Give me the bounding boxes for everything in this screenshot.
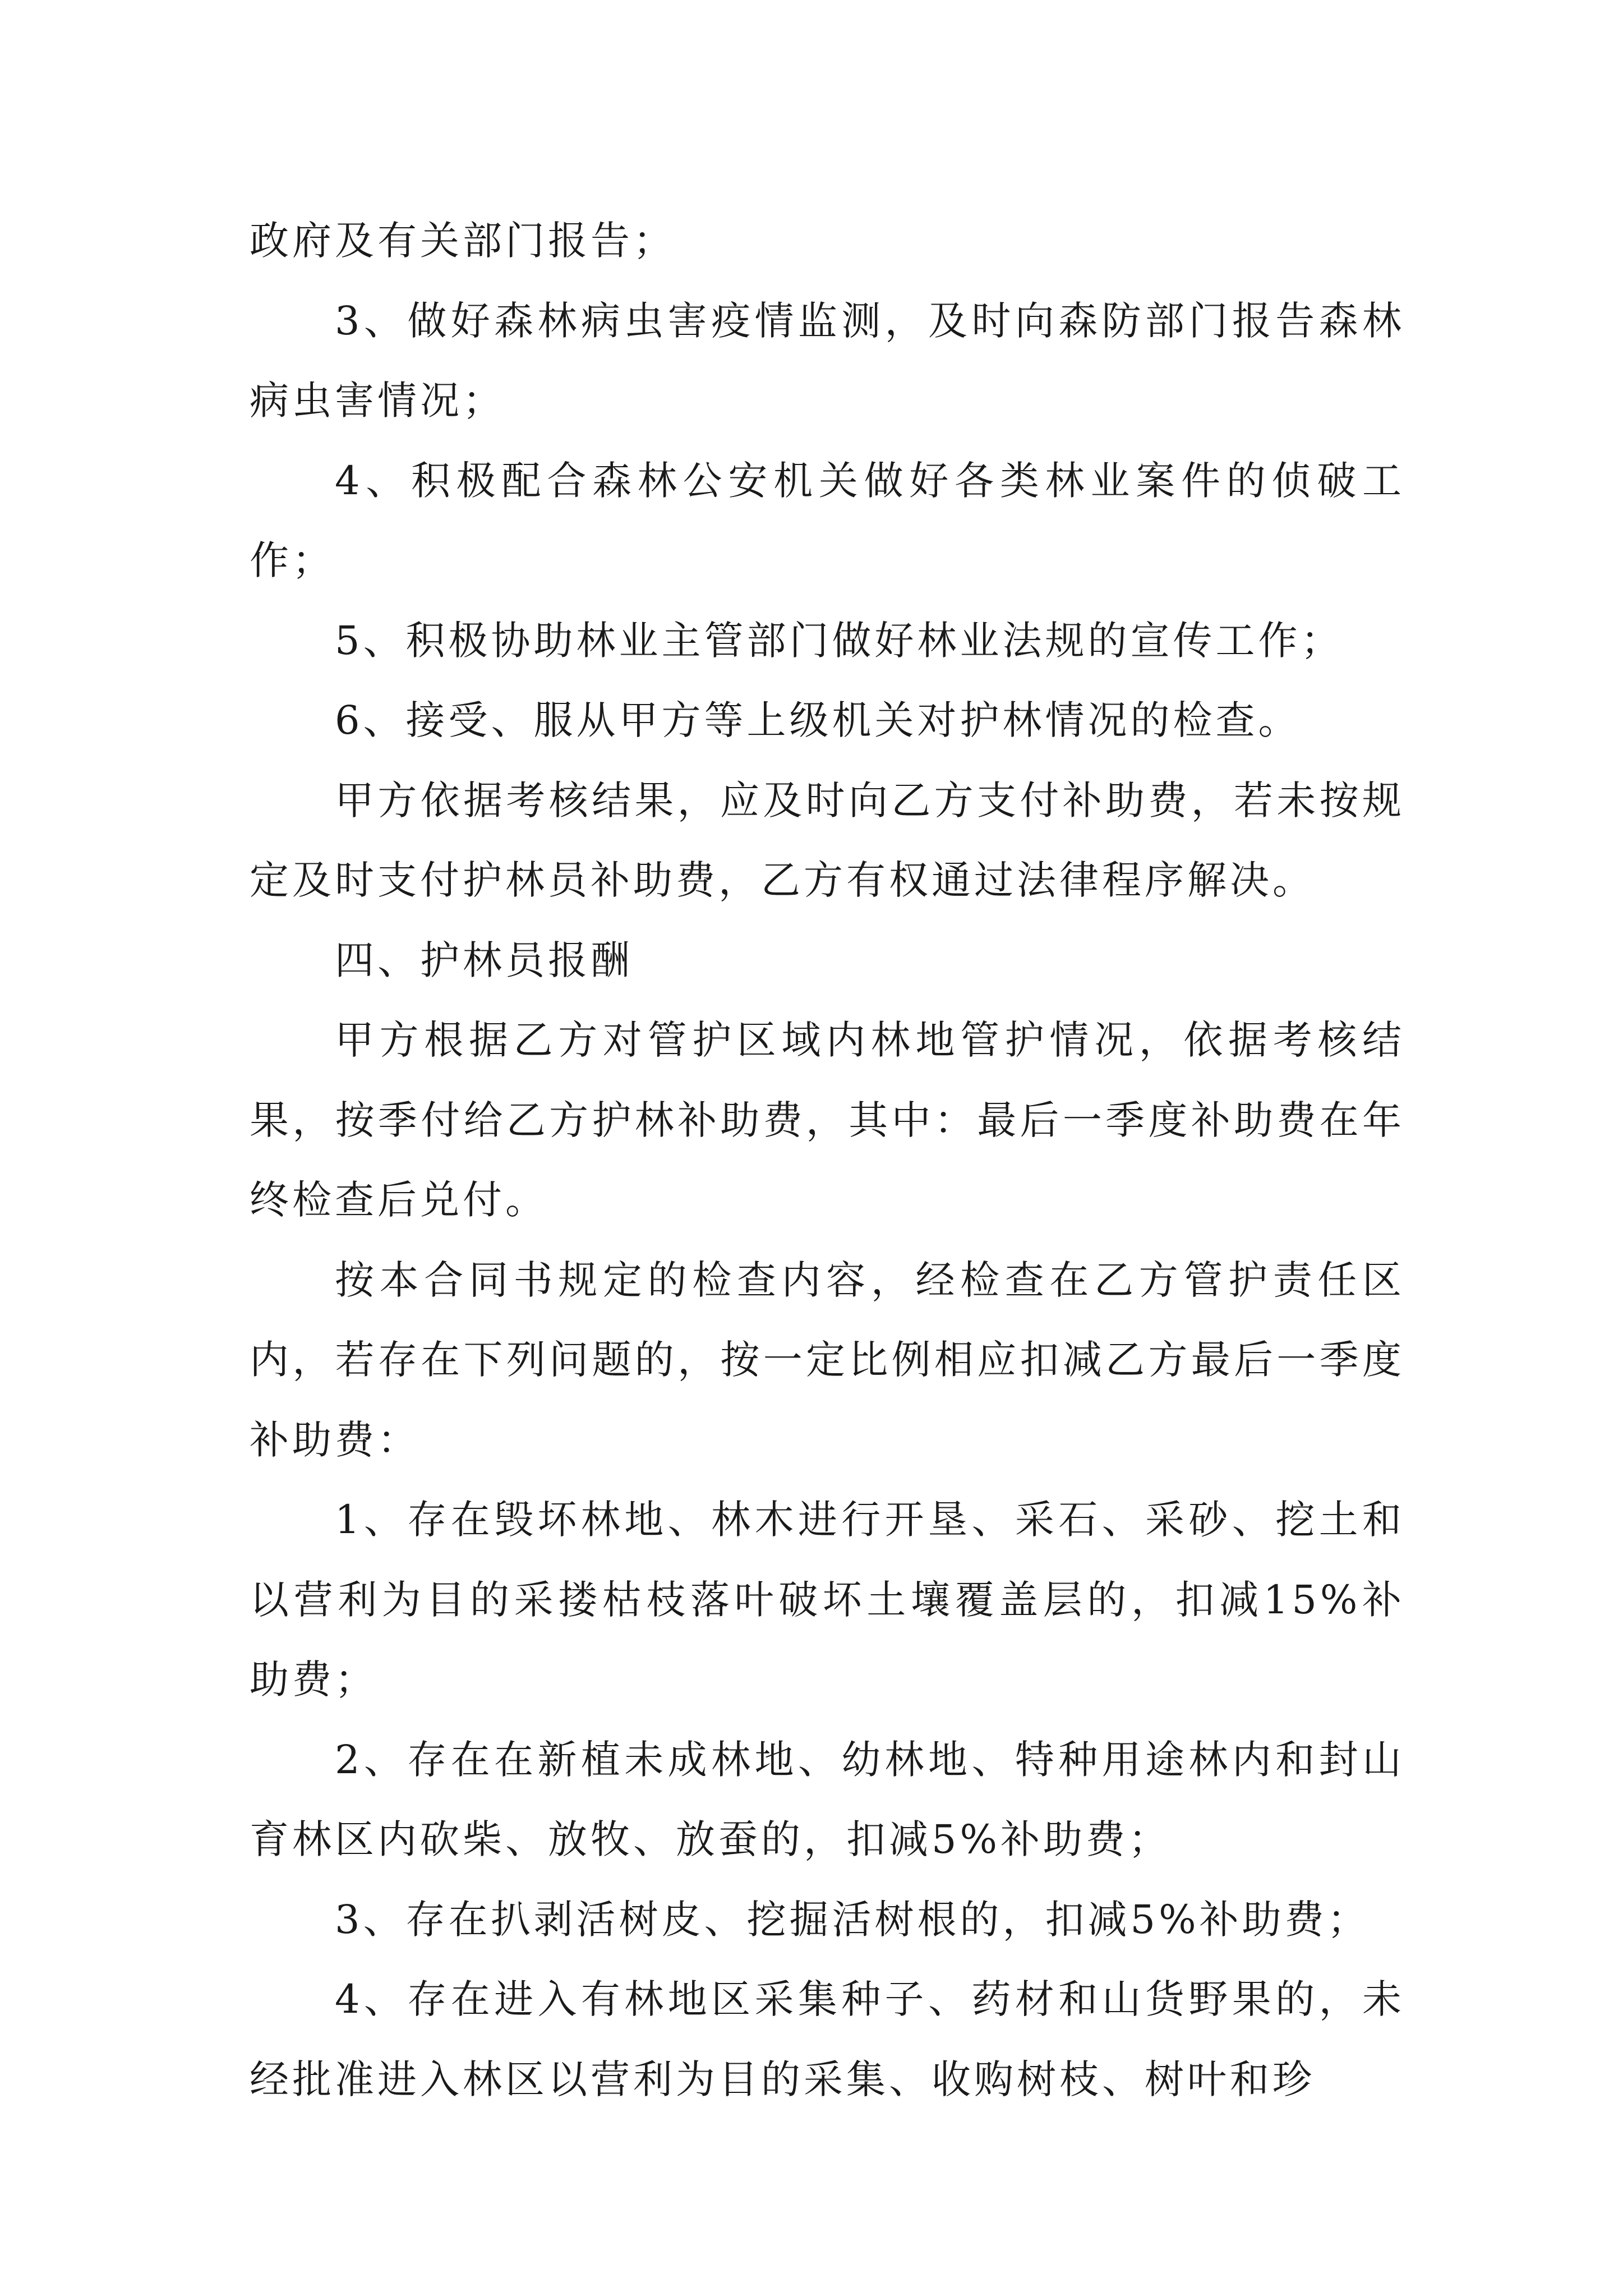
paragraph-deduction-2: 2、存在在新植未成林地、幼林地、特种用途林内和封山育林区内砍柴、放牧、放蚕的，扣减5%补助费； bbox=[250, 1736, 1405, 1862]
paragraph-item-3: 3、做好森林病虫害疫情监测，及时向森防部门报告森林病虫害情况； bbox=[250, 297, 1405, 424]
paragraph-item-6: 6、接受、服从甲方等上级机关对护林情况的检查。 bbox=[335, 697, 1301, 743]
paragraph-deduction-3: 3、存在扒剥活树皮、挖掘活树根的，扣减5%补助费； bbox=[335, 1896, 1370, 1943]
section-heading-compensation: 四、护林员报酬 bbox=[335, 937, 633, 983]
paragraph-quarterly-payment: 甲方根据乙方对管护区域内林地管护情况，依据考核结果，按季付给乙方护林补助费，其中：最后一季度补助费在年终检查后兑付。 bbox=[250, 1017, 1405, 1223]
paragraph-payment-obligation: 甲方依据考核结果，应及时向乙方支付补助费，若未按规定及时支付护林员补助费，乙方有权通过法律程序解决。 bbox=[250, 777, 1405, 903]
paragraph-continuation: 政府及有关部门报告； bbox=[250, 218, 676, 264]
paragraph-deduction-intro: 按本合同书规定的检查内容，经检查在乙方管护责任区内，若存在下列问题的，按一定比例相应扣减乙方最后一季度补助费： bbox=[250, 1257, 1405, 1463]
paragraph-deduction-4: 4、存在进入有林地区采集种子、药材和山货野果的，未经批准进入林区以营利为目的采集、收购树枝、树叶和珍 bbox=[250, 1976, 1405, 2102]
document-body bbox=[250, 201, 1405, 2119]
paragraph-item-5: 5、积极协助林业主管部门做好林业法规的宣传工作； bbox=[335, 617, 1344, 664]
paragraph-item-4: 4、积极配合森林公安机关做好各类林业案件的侦破工作； bbox=[250, 457, 1405, 583]
paragraph-deduction-1: 1、存在毁坏林地、林木进行开垦、采石、采砂、挖土和以营利为目的采搂枯枝落叶破坏土壤覆盖层的，扣减15%补助费； bbox=[250, 1497, 1405, 1703]
